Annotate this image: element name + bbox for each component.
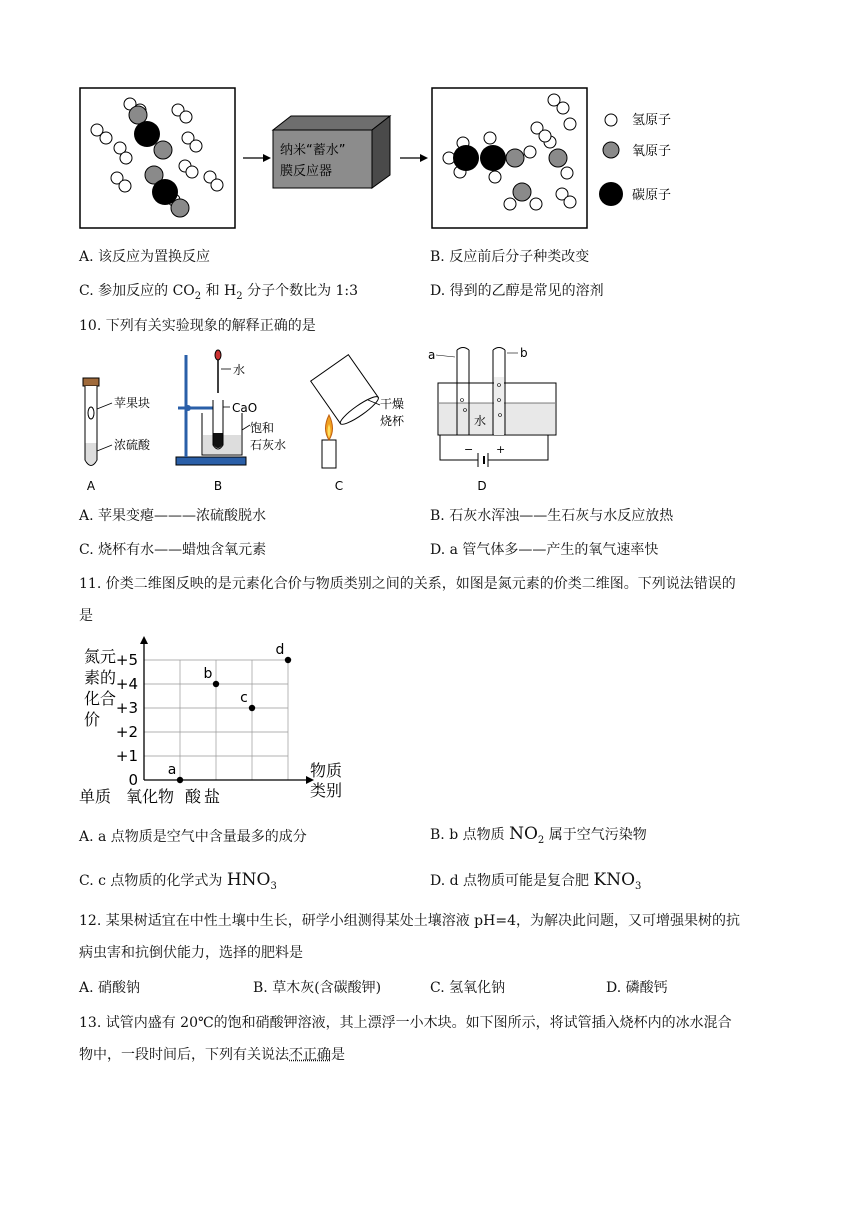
q10-option-a[interactable]: A. 苹果变瘪———浓硫酸脱水 <box>79 508 267 524</box>
chart-x-ticks <box>79 787 220 806</box>
x-tick-label: 单质 <box>78 787 112 806</box>
chart-ylabel-2: 素的 <box>84 668 117 687</box>
q11-option-c-pre: C. c 点物质的化学式为 <box>79 873 227 889</box>
fig-d-label-water: 水 <box>474 414 487 428</box>
q13-stem-line2 <box>79 1044 345 1064</box>
q9-option-b[interactable]: B. 反应前后分子种类改变 <box>430 249 590 265</box>
point-c <box>249 705 255 711</box>
q10-option-b[interactable]: B. 石灰水浑浊——生石灰与水反应放热 <box>430 508 674 524</box>
fig-d-label-b: b <box>520 346 528 360</box>
q12-stem-line1: 12. 某果树适宜在中性土壤中生长，研学小组测得某处土壤溶液 pH=4，为解决此问题，又可增强果树的抗 <box>79 913 740 929</box>
chart-points <box>168 642 291 783</box>
x-tick-label: 盐 <box>203 787 221 806</box>
q9-option-c-mid: 和 H <box>201 283 237 299</box>
fig-a-label-apple: 苹果块 <box>114 396 151 410</box>
fig-b-label-limewater: 石灰水 <box>250 438 287 452</box>
y-tick-label: +2 <box>115 723 138 741</box>
q13-stem-line1: 13. 试管内盛有 20℃的饱和硝酸钾溶液，其上漂浮一小木块。如下图所示，将试管插入烧杯内的冰水混合 <box>79 1015 732 1031</box>
q9-option-d[interactable]: D. 得到的乙醇是常见的溶剂 <box>430 283 604 299</box>
chart-xlabel-1: 物质 <box>310 761 343 780</box>
q12-stem-line2: 病虫害和抗倒伏能力，选择的肥料是 <box>79 945 303 961</box>
q11-option-d-sub: 3 <box>635 880 642 892</box>
q12-option-a[interactable]: A. 硝酸钠 <box>79 980 141 996</box>
legend-carbon-label: 碳原子 <box>632 188 672 203</box>
q11-option-c-sub: 3 <box>270 880 277 892</box>
legend-hydrogen-label: 氢原子 <box>632 113 672 128</box>
reactor-label-line1: 纳米“蓄水” <box>280 143 346 158</box>
point-label-b: b <box>203 666 213 682</box>
carbon-legend-swatch <box>599 182 623 206</box>
fig-a-test-tube <box>83 378 112 466</box>
q9-option-c-pre: C. 参加反应的 CO <box>79 283 195 299</box>
point-b <box>213 681 219 687</box>
y-tick-label: 0 <box>128 771 138 789</box>
fig-b-label-cao: CaO <box>232 401 258 415</box>
point-label-a: a <box>167 762 177 778</box>
point-label-d: d <box>275 642 285 658</box>
q12-option-c[interactable]: C. 氢氧化钠 <box>430 980 506 996</box>
q11-option-b-sub: 2 <box>537 834 545 846</box>
fig-d-caption: D <box>477 479 487 493</box>
chart-ylabel-3: 化合 <box>84 689 117 708</box>
fig-c-caption: C <box>334 479 344 493</box>
q11-stem-line2: 是 <box>79 608 93 624</box>
q9-option-c-sub1: 2 <box>194 290 202 302</box>
point-a <box>177 777 183 783</box>
fig-d-label-plus: + <box>496 443 506 456</box>
q10-option-c[interactable]: C. 烧杯有水——蜡烛含氧元素 <box>79 542 267 558</box>
chart-xlabel-2: 类别 <box>310 781 343 800</box>
atom-legend <box>599 114 623 206</box>
y-tick-label: +3 <box>115 699 138 717</box>
point-d <box>285 657 291 663</box>
q10-option-d[interactable]: D. a 管气体多——产生的氧气速率快 <box>430 542 659 558</box>
q9-option-c[interactable] <box>79 280 358 302</box>
x-tick-label: 氧化物 <box>125 787 175 806</box>
q9-option-a[interactable]: A. 该反应为置换反应 <box>79 249 211 265</box>
q11-option-d[interactable] <box>430 870 641 892</box>
q11-option-d-formula: KNO <box>593 870 636 890</box>
q12-option-b[interactable]: B. 草木灰(含碳酸钾) <box>253 980 382 996</box>
x-tick-label: 酸 <box>184 787 202 806</box>
fig-b-label-saturated: 饱和 <box>250 421 275 435</box>
fig-a-caption: A <box>86 479 96 493</box>
fig-c-label-beaker: 烧杯 <box>380 414 405 428</box>
reactor-label-line2: 膜反应器 <box>280 164 333 179</box>
q11-option-b[interactable] <box>430 824 647 846</box>
chart-grid <box>144 660 288 780</box>
q13-stem-line2-post: 是 <box>331 1047 345 1063</box>
fig-b-caption: B <box>213 479 223 493</box>
q11-option-b-pre: B. b 点物质 <box>430 827 510 843</box>
fig-c-label-dry: 干燥 <box>380 397 405 411</box>
fig-a-label-acid: 浓硫酸 <box>114 438 151 452</box>
y-tick-label: +1 <box>115 747 138 765</box>
q11-option-c-formula: HNO <box>226 870 271 890</box>
q9-reaction-figure <box>70 80 790 235</box>
q9-option-c-sub2: 2 <box>236 290 243 302</box>
q13-stem-line2-pre: 物中，一段时间后，下列有关说法 <box>79 1047 289 1063</box>
chart-y-ticks <box>116 651 138 789</box>
fig-d-label-a: a <box>428 348 436 362</box>
q13-stem-emphasis: 不正确 <box>289 1047 331 1063</box>
legend-oxygen-label: 氧原子 <box>632 144 672 159</box>
q11-option-a[interactable]: A. a 点物质是空气中含量最多的成分 <box>79 829 307 845</box>
reactants-box <box>80 88 235 228</box>
hydrogen-legend-swatch <box>605 114 617 126</box>
y-tick-label: +4 <box>115 675 138 693</box>
chart-ylabel-1: 氮元 <box>84 647 117 666</box>
q10-stem: 10. 下列有关实验现象的解释正确的是 <box>79 318 316 334</box>
oxygen-legend-swatch <box>603 142 619 158</box>
q11-option-d-pre: D. d 点物质可能是复合肥 <box>430 873 594 889</box>
y-tick-label: +5 <box>115 651 138 669</box>
fig-c-candle <box>311 355 381 468</box>
point-label-c: c <box>240 690 248 706</box>
valence-chart <box>78 636 368 806</box>
chart-ylabel-4: 价 <box>84 710 101 729</box>
q11-stem-line1: 11. 价类二维图反映的是元素化合价与物质类别之间的关系，如图是氮元素的价类二维图。下列说法错误的 <box>79 576 736 592</box>
q11-option-b-formula: NO <box>509 824 538 844</box>
q11-option-c[interactable] <box>79 870 277 892</box>
q10-figures <box>70 345 570 495</box>
q11-option-b-post: 属于空气污染物 <box>544 827 647 843</box>
q9-option-c-post: 分子个数比为 1:3 <box>242 283 359 299</box>
q12-option-d[interactable]: D. 磷酸钙 <box>606 980 668 996</box>
fig-b-label-water: 水 <box>233 363 246 377</box>
fig-d-label-minus: − <box>464 443 474 456</box>
